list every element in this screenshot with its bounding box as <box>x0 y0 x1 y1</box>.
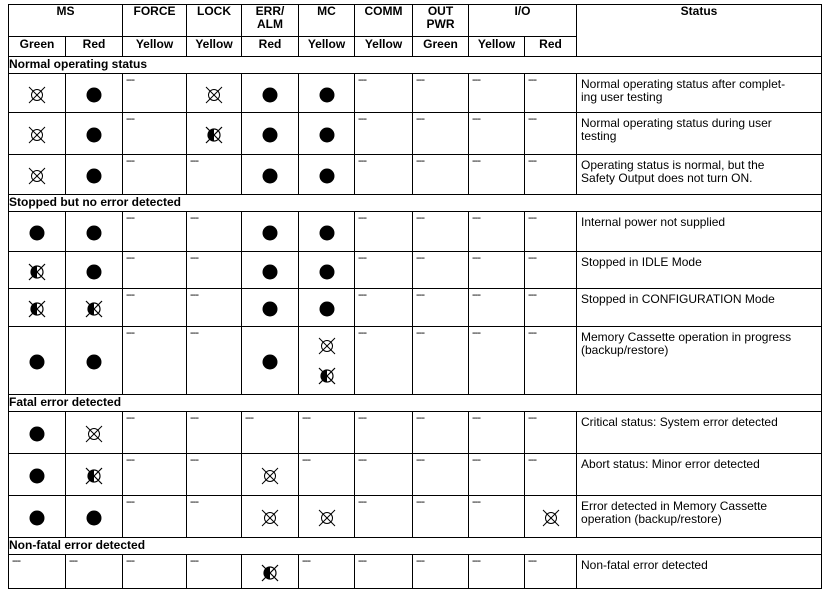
led-cell-yellow <box>187 252 242 289</box>
dash-text: --- <box>190 252 198 264</box>
led-cell-yellow <box>469 113 525 155</box>
led-on-icon <box>259 165 281 187</box>
dash-text: --- <box>190 212 198 224</box>
led-on-icon <box>83 222 105 244</box>
led-cell-green <box>413 289 469 327</box>
header-status: Status <box>577 5 822 57</box>
dash-text: --- <box>528 155 536 167</box>
dash-text: --- <box>472 496 480 508</box>
led-cell-yellow <box>469 212 525 252</box>
status-description: Stopped in IDLE Mode <box>577 252 822 289</box>
led-cell-yellow <box>187 327 242 395</box>
section-header-row <box>9 57 822 74</box>
dash-text: --- <box>358 289 366 301</box>
status-description: Internal power not supplied <box>577 212 822 252</box>
led-on-icon <box>26 465 48 487</box>
header-color-0: Green <box>9 37 66 57</box>
led-on-icon <box>316 298 338 320</box>
header-err-alm-line2: ALM <box>257 17 283 31</box>
led-cell-red <box>525 412 577 454</box>
led-cell-yellow <box>187 412 242 454</box>
dash-text: --- <box>302 555 310 567</box>
header-row-groups <box>9 5 822 37</box>
led-cell-green <box>413 212 469 252</box>
dash-text: --- <box>472 555 480 567</box>
header-err-alm <box>242 5 299 37</box>
section-title: Normal operating status <box>9 57 822 74</box>
dash-text: --- <box>472 289 480 301</box>
led-cell-yellow <box>355 113 413 155</box>
led-off-icon <box>316 335 338 357</box>
dash-text: --- <box>472 113 480 125</box>
table-row <box>9 289 822 327</box>
led-cell-green <box>413 454 469 496</box>
led-cell-yellow <box>469 155 525 195</box>
led-on-icon <box>83 351 105 373</box>
table-row <box>9 496 822 538</box>
header-comm: COMM <box>355 5 413 37</box>
led-cell-yellow <box>355 496 413 538</box>
led-cell-green <box>9 113 66 155</box>
led-cell-green <box>9 212 66 252</box>
led-cell-green <box>9 555 66 589</box>
dash-text: --- <box>126 454 134 466</box>
led-cell-yellow <box>123 412 187 454</box>
dash-text: --- <box>358 155 366 167</box>
header-err-alm-line1: ERR/ <box>255 4 285 18</box>
led-cell-red <box>525 496 577 538</box>
status-description: Abort status: Minor error detected <box>577 454 822 496</box>
status-description: Error detected in Memory Cassette operation (backup/restore) <box>577 496 822 538</box>
header-io: I/O <box>469 5 577 37</box>
led-status-table <box>8 4 822 589</box>
dash-text: --- <box>358 412 366 424</box>
status-description: Normal operating status after complet- ing user testing <box>577 74 822 113</box>
led-cell-green <box>9 496 66 538</box>
dash-text: --- <box>190 327 198 339</box>
dash-text: --- <box>416 412 424 424</box>
led-cell-yellow <box>123 155 187 195</box>
dash-text: --- <box>472 212 480 224</box>
led-cell-yellow <box>355 454 413 496</box>
dash-text: --- <box>528 327 536 339</box>
dash-text: --- <box>528 113 536 125</box>
led-on-icon <box>316 261 338 283</box>
led-on-icon <box>83 507 105 529</box>
led-cell-red <box>242 212 299 252</box>
led-cell-yellow <box>469 454 525 496</box>
led-flashing-icon <box>259 562 281 584</box>
led-off-icon <box>26 165 48 187</box>
led-on-icon <box>26 507 48 529</box>
led-cell-green <box>9 412 66 454</box>
led-cell-yellow <box>187 113 242 155</box>
led-cell-red <box>242 252 299 289</box>
status-description: Normal operating status during user testing <box>577 113 822 155</box>
led-off-icon <box>540 507 562 529</box>
led-cell-yellow <box>187 555 242 589</box>
led-cell-yellow <box>123 496 187 538</box>
table-row <box>9 252 822 289</box>
header-color-7: Green <box>413 37 469 57</box>
dash-text: --- <box>416 289 424 301</box>
led-cell-yellow <box>187 289 242 327</box>
led-cell-yellow <box>355 327 413 395</box>
led-cell-yellow <box>123 252 187 289</box>
led-cell-yellow <box>123 454 187 496</box>
dash-text: --- <box>358 252 366 264</box>
led-cell-yellow <box>299 212 355 252</box>
table-row <box>9 212 822 252</box>
header-lock: LOCK <box>187 5 242 37</box>
led-cell-red <box>525 454 577 496</box>
led-cell-red <box>66 155 123 195</box>
led-flashing-icon <box>26 261 48 283</box>
led-cell-yellow <box>299 113 355 155</box>
led-flashing-icon <box>26 298 48 320</box>
led-on-icon <box>316 84 338 106</box>
led-cell-yellow <box>123 327 187 395</box>
header-out-pwr-line1: OUT <box>427 4 454 18</box>
led-cell-red <box>242 74 299 113</box>
table-row <box>9 454 822 496</box>
led-cell-yellow <box>469 412 525 454</box>
led-cell-yellow <box>355 555 413 589</box>
dash-text: --- <box>358 212 366 224</box>
dash-text: --- <box>472 252 480 264</box>
led-on-icon <box>316 222 338 244</box>
dash-text: --- <box>416 113 424 125</box>
led-cell-red <box>66 212 123 252</box>
led-cell-red <box>242 412 299 454</box>
dash-text: --- <box>528 252 536 264</box>
dash-text: --- <box>358 74 366 86</box>
table-row <box>9 155 822 195</box>
led-cell-red <box>242 327 299 395</box>
dash-text: --- <box>245 412 253 424</box>
led-cell-red <box>66 252 123 289</box>
led-cell-green <box>9 289 66 327</box>
led-on-icon <box>26 351 48 373</box>
led-on-icon <box>83 84 105 106</box>
header-force: FORCE <box>123 5 187 37</box>
led-cell-red <box>525 113 577 155</box>
header-color-8: Yellow <box>469 37 525 57</box>
led-on-icon <box>259 351 281 373</box>
led-off-icon <box>26 124 48 146</box>
dash-text: --- <box>126 74 134 86</box>
led-on-icon <box>259 84 281 106</box>
led-on-icon <box>26 222 48 244</box>
header-out-pwr <box>413 5 469 37</box>
led-on-icon <box>316 124 338 146</box>
led-cell-yellow <box>187 74 242 113</box>
led-cell-yellow <box>469 496 525 538</box>
dash-text: --- <box>126 289 134 301</box>
led-cell-yellow <box>123 289 187 327</box>
dash-text: --- <box>528 555 536 567</box>
led-flashing-icon <box>83 298 105 320</box>
led-cell-green <box>413 412 469 454</box>
led-cell-red <box>66 289 123 327</box>
led-flashing-icon <box>203 124 225 146</box>
led-cell-green <box>413 113 469 155</box>
led-on-icon <box>26 423 48 445</box>
table-body <box>9 57 822 589</box>
dash-text: --- <box>69 555 77 567</box>
section-header-row <box>9 195 822 212</box>
section-header-row <box>9 538 822 555</box>
led-cell-yellow <box>187 212 242 252</box>
led-on-icon <box>83 124 105 146</box>
led-cell-red <box>66 555 123 589</box>
led-cell-yellow <box>469 327 525 395</box>
led-cell-yellow <box>355 412 413 454</box>
dash-text: --- <box>12 555 20 567</box>
table-row <box>9 412 822 454</box>
dash-text: --- <box>528 74 536 86</box>
led-cell-red <box>242 155 299 195</box>
dash-text: --- <box>126 327 134 339</box>
header-color-4: Red <box>242 37 299 57</box>
table-row <box>9 113 822 155</box>
dash-text: --- <box>190 155 198 167</box>
led-cell-yellow <box>469 74 525 113</box>
led-cell-yellow <box>123 555 187 589</box>
led-cell-green <box>9 74 66 113</box>
dash-text: --- <box>416 327 424 339</box>
led-cell-yellow <box>299 496 355 538</box>
led-cell-red <box>66 327 123 395</box>
led-cell-yellow <box>123 212 187 252</box>
led-cell-yellow <box>187 155 242 195</box>
status-description: Stopped in CONFIGURATION Mode <box>577 289 822 327</box>
dash-text: --- <box>190 496 198 508</box>
header-color-1: Red <box>66 37 123 57</box>
led-cell-yellow <box>299 252 355 289</box>
dash-text: --- <box>528 212 536 224</box>
led-cell-red <box>242 454 299 496</box>
led-cell-green <box>9 454 66 496</box>
section-header-row <box>9 395 822 412</box>
dash-text: --- <box>472 74 480 86</box>
dash-text: --- <box>416 212 424 224</box>
led-cell-yellow <box>299 454 355 496</box>
led-cell-yellow <box>299 412 355 454</box>
header-out-pwr-line2: PWR <box>426 17 455 31</box>
dash-text: --- <box>190 289 198 301</box>
led-on-icon <box>259 222 281 244</box>
status-description: Operating status is normal, but the Safety Output does not turn ON. <box>577 155 822 195</box>
led-cell-yellow <box>469 555 525 589</box>
dash-text: --- <box>190 454 198 466</box>
dash-text: --- <box>126 252 134 264</box>
led-cell-yellow <box>355 74 413 113</box>
led-cell-yellow <box>187 454 242 496</box>
dash-text: --- <box>528 412 536 424</box>
header-mc: MC <box>299 5 355 37</box>
status-description: Critical status: System error detected <box>577 412 822 454</box>
dash-text: --- <box>416 74 424 86</box>
led-cell-yellow <box>299 155 355 195</box>
led-cell-red <box>242 113 299 155</box>
led-off-icon <box>26 84 48 106</box>
led-cell-yellow <box>355 212 413 252</box>
led-on-icon <box>83 261 105 283</box>
table-row <box>9 74 822 113</box>
dash-text: --- <box>416 555 424 567</box>
led-cell-yellow <box>469 252 525 289</box>
dash-text: --- <box>190 555 198 567</box>
led-cell-red <box>66 113 123 155</box>
dash-text: --- <box>472 327 480 339</box>
led-off-icon <box>316 507 338 529</box>
led-cell-yellow <box>355 289 413 327</box>
led-cell-yellow <box>469 289 525 327</box>
led-cell-red <box>66 74 123 113</box>
led-on-icon <box>259 298 281 320</box>
led-cell-green <box>413 155 469 195</box>
led-cell-yellow <box>123 113 187 155</box>
led-cell-red <box>242 555 299 589</box>
led-cell-yellow <box>299 555 355 589</box>
dash-text: --- <box>472 454 480 466</box>
section-title: Non-fatal error detected <box>9 538 822 555</box>
dash-text: --- <box>358 555 366 567</box>
dash-text: --- <box>358 496 366 508</box>
led-on-icon <box>83 165 105 187</box>
led-cell-red <box>66 412 123 454</box>
led-off-icon <box>259 507 281 529</box>
dash-text: --- <box>528 289 536 301</box>
header-ms: MS <box>9 5 123 37</box>
led-cell-green <box>413 74 469 113</box>
dash-text: --- <box>528 454 536 466</box>
led-cell-yellow <box>299 289 355 327</box>
status-description: Memory Cassette operation in progress (backup/restore) <box>577 327 822 395</box>
header-color-5: Yellow <box>299 37 355 57</box>
header-color-9: Red <box>525 37 577 57</box>
dash-text: --- <box>416 155 424 167</box>
led-cell-green <box>9 252 66 289</box>
led-cell-red <box>525 555 577 589</box>
led-cell-yellow <box>355 252 413 289</box>
dash-text: --- <box>126 496 134 508</box>
dash-text: --- <box>358 327 366 339</box>
led-cell-red <box>242 289 299 327</box>
dash-text: --- <box>190 412 198 424</box>
dash-text: --- <box>126 212 134 224</box>
led-cell-yellow <box>299 74 355 113</box>
led-flashing-icon <box>83 465 105 487</box>
dash-text: --- <box>126 555 134 567</box>
table-row <box>9 555 822 589</box>
dash-text: --- <box>416 252 424 264</box>
led-cell-green <box>413 327 469 395</box>
led-cell-red <box>66 454 123 496</box>
led-off-icon <box>203 84 225 106</box>
dash-text: --- <box>472 155 480 167</box>
dash-text: --- <box>416 454 424 466</box>
led-cell-red <box>525 327 577 395</box>
table-row <box>9 327 822 395</box>
led-cell-red <box>525 155 577 195</box>
dash-text: --- <box>358 454 366 466</box>
led-flashing-icon <box>316 365 338 387</box>
led-on-icon <box>259 124 281 146</box>
section-title: Fatal error detected <box>9 395 822 412</box>
header-color-2: Yellow <box>123 37 187 57</box>
led-cell-red <box>66 496 123 538</box>
section-title: Stopped but no error detected <box>9 195 822 212</box>
dash-text: --- <box>472 412 480 424</box>
led-cell-green <box>9 155 66 195</box>
dash-text: --- <box>358 113 366 125</box>
led-cell-red <box>525 212 577 252</box>
led-cell-red <box>525 252 577 289</box>
dash-text: --- <box>416 496 424 508</box>
led-cell-yellow <box>123 74 187 113</box>
led-on-icon <box>259 261 281 283</box>
led-cell-green <box>9 327 66 395</box>
dash-text: --- <box>302 412 310 424</box>
led-cell-red <box>242 496 299 538</box>
led-cell-green <box>413 555 469 589</box>
led-off-icon <box>259 465 281 487</box>
header-color-3: Yellow <box>187 37 242 57</box>
led-cell-green <box>413 496 469 538</box>
dash-text: --- <box>126 155 134 167</box>
led-cell-green <box>413 252 469 289</box>
led-cell-yellow <box>187 496 242 538</box>
led-cell-red <box>525 289 577 327</box>
dash-text: --- <box>126 113 134 125</box>
led-cell-yellow <box>355 155 413 195</box>
led-cell-yellow <box>299 327 355 395</box>
status-description: Non-fatal error detected <box>577 555 822 589</box>
dash-text: --- <box>126 412 134 424</box>
led-off-icon <box>83 423 105 445</box>
led-on-icon <box>316 165 338 187</box>
led-cell-red <box>525 74 577 113</box>
dash-text: --- <box>302 454 310 466</box>
header-color-6: Yellow <box>355 37 413 57</box>
